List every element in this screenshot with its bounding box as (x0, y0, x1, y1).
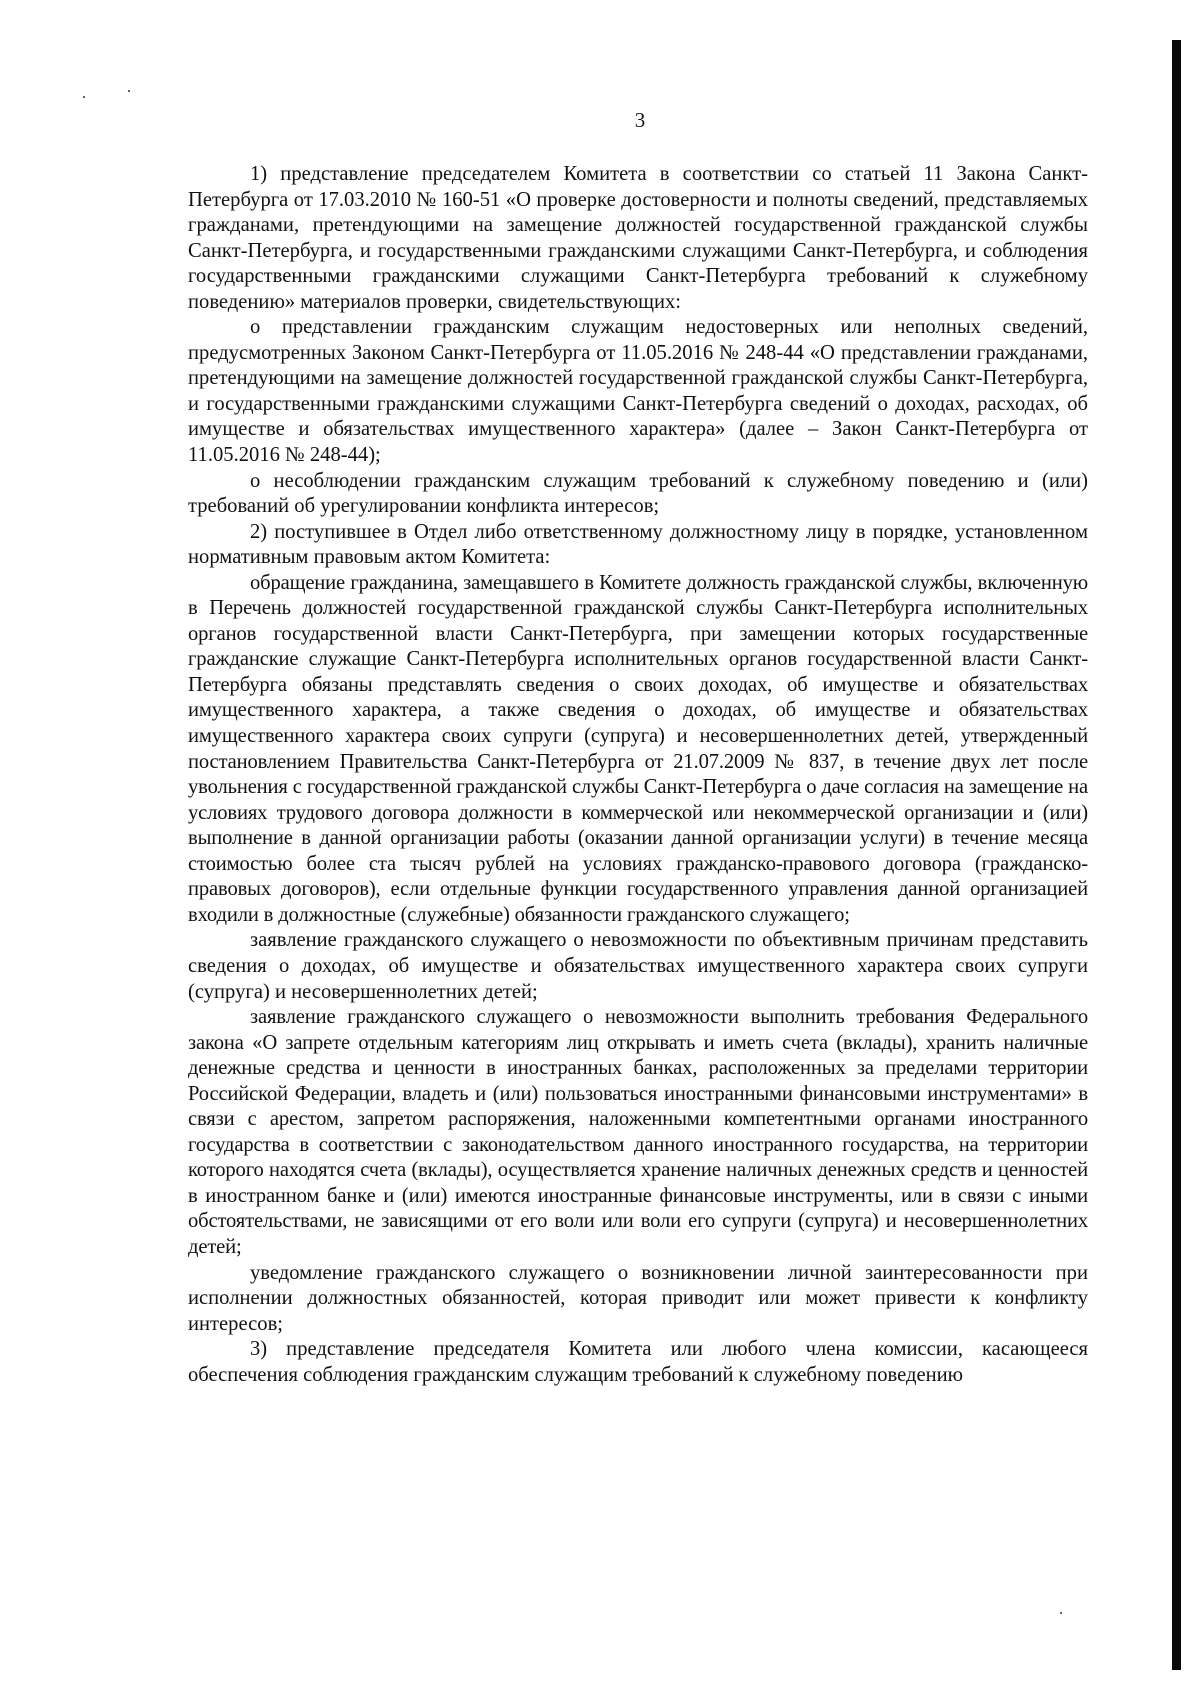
page-number: 3 (634, 108, 646, 132)
paragraph-3: о несоблюдении гражданским служащим требований к служебному поведению и (или) требований об урегулировании конфликта интересов; (188, 469, 1088, 518)
paragraph-9: 3) представление председателя Комитета или любого члена комиссии, касающееся обеспечения соблюдения гражданским служащим требований к служебному поведению (188, 1338, 1088, 1386)
paragraph-4: 2) поступившее в Отдел либо ответственному должностному лицу в порядке, установленном нормативным правовым актом Комитета: (188, 520, 1088, 569)
scan-speck (83, 96, 85, 98)
document-body (188, 162, 1088, 1388)
paragraph-5: обращение гражданина, замещавшего в Комитете должность гражданской службы, включенную в Перечень должностей государственной гражданской службы Санкт-Петербурга исполнительных органов государственной власти Санкт-Петербурга, при замещении которых государственные гражданские служащие Санкт-Петербурга исполнительных органов государственной власти Санкт-Петербурга обязаны представлять сведения о своих доходах, об имуществе и обязательствах имущественного характера, а также сведения о доходах, об имуществе и обязательствах имущественного характера своих супруги (супруга) и несовершеннолетних детей, утвержденный постановлением Правительства Санкт-Петербурга от 21.07.2009 № 837, в течение двух лет после увольнения с государственной гражданской службы Санкт-Петербурга о даче согласия на замещение на условиях трудового договора должности в коммерческой или некоммерческой организации и (или) выполнение в данной организации работы (оказании данной организации услуги) в течение месяца стоимостью более ста тысяч рублей на условиях гражданско-правового договора (гражданско-правовых договоров), если отдельные функции государственного управления данной организацией входили в должностные (служебные) обязанности гражданского служащего; (188, 571, 1088, 926)
scan-speck (128, 90, 130, 92)
paragraph-2: о представлении гражданским служащим недостоверных или неполных сведений, предусмотренных Законом Санкт-Петербурга от 11.05.2016 № 248-44 «О представлении гражданами, претендующими на замещение должностей государственной гражданской службы Санкт-Петербурга, и государственными гражданскими служащими Санкт-Петербурга сведений о доходах, расходах, об имуществе и обязательствах имущественного характера» (далее – Закон Санкт-Петербурга от 11.05.2016 № 248-44); (188, 316, 1088, 467)
paragraph-7: заявление гражданского служащего о невозможности выполнить требования Федерального закона «О запрете отдельным категориям лиц открывать и иметь счета (вклады), хранить наличные денежные средства и ценности в иностранных банках, расположенных за пределами территории Российской Федерации, владеть и (или) пользоваться иностранными финансовыми инструментами» в связи с арестом, запретом распоряжения, наложенными компетентными органами иностранного государства в соответствии с законодательством данного иностранного государства, на территории которого находятся счета (вклады), осуществляется хранение наличных денежных средств и ценностей в иностранном банке и (или) имеются иностранные финансовые инструменты, или в связи с иными обстоятельствами, не зависящими от его воли или воли его супруги (супруга) и несовершеннолетних детей; (188, 1006, 1088, 1258)
paragraph-8: уведомление гражданского служащего о возникновении личной заинтересованности при исполнении должностных обязанностей, которая приводит или может привести к конфликту интересов; (188, 1261, 1088, 1335)
scan-speck (1060, 1612, 1062, 1614)
paragraph-6: заявление гражданского служащего о невозможности по объективным причинам представить сведения о доходах, об имуществе и обязательствах имущественного характера своих супруги (супруга) и несовершеннолетних детей; (188, 929, 1088, 1003)
paragraph-1: 1) представление председателем Комитета в соответствии со статьей 11 Закона Санкт-Петербурга от 17.03.2010 № 160-51 «О проверке достоверности и полноты сведений, представляемых гражданами, претендующими на замещение должностей государственной гражданской службы Санкт-Петербурга, и государственными гражданскими служащими Санкт-Петербурга, и соблюдения государственными гражданскими служащими Санкт-Петербурга требований к служебному поведению» материалов проверки, свидетельствующих: (188, 163, 1088, 313)
scan-edge-bar (1172, 40, 1181, 1670)
